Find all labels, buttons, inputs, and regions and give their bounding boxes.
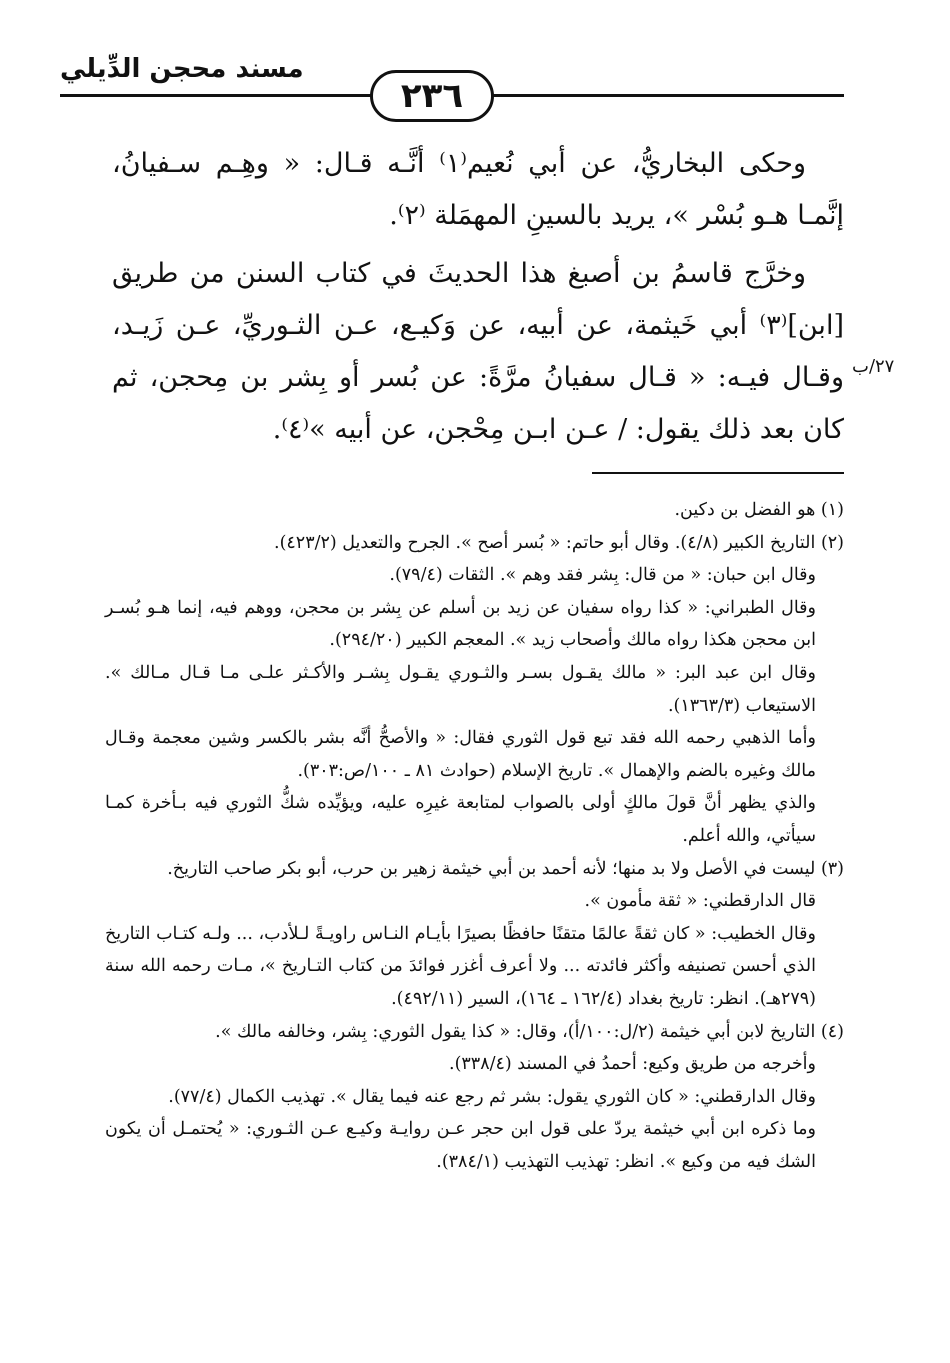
footnote-continuation: وقال الطبراني: « كذا رواه سفيان عن زيد بن أسلم عن بِشر بن محجن، ووهم فيه، إنما هـو بُسـر ابن محجن هكذا رواه مالك وأصحاب زيد ». المعجم الكبير (٢٩٤/٢٠). bbox=[105, 597, 816, 651]
footnote-continuation: قال الدارقطني: « ثقة مأمون ». bbox=[584, 891, 816, 912]
footnote-continuation: وأخرجه من طريق وكيع: أحمدُ في المسند (٣٣٨/٤). bbox=[449, 1054, 816, 1075]
footnote: (٤) التاريخ لابن أبي خيثمة (٢/ل:١٠٠/أ)، وقال: « كذا يقول الثوري: بِشر، وخالفه مالك ». bbox=[215, 1021, 844, 1042]
page-header bbox=[60, 52, 844, 116]
footnotes bbox=[105, 494, 844, 1178]
book-title: مسند محجن الدِّيلي bbox=[60, 54, 310, 84]
page-number: ٢٣٦ bbox=[370, 70, 494, 122]
margin-folio-note: ٢٧/ب bbox=[852, 356, 895, 377]
footnote: (١) هو الفضل بن دكين. bbox=[674, 500, 844, 520]
footnote: (٣) ليست في الأصل ولا بد منها؛ لأنه أحمد بن أبي خيثمة زهير بن حرب، أبو بكر صاحب التاريخ. bbox=[167, 858, 844, 879]
footnote-continuation: وما ذكره ابن أبي خيثمة يردّ على قول ابن حجر عـن روايـة وكيـع عـن الثـوري: « يُحتمـل أن يكون الشك فيه من وكيع ». انظر: تهذيب التهذيب (٣٨٤/١). bbox=[105, 1119, 816, 1172]
footnote-continuation: وقال ابن حبان: « من قال: بِشر فقد وهم ». الثقات (٧٩/٤). bbox=[389, 565, 816, 586]
main-paragraph: وحكى البخاريُّ، عن أبي نُعيم⁽١⁾ أنَّـه قـال: « وهِـم سـفيانُ، إنَّمـا هـو بُسْر »، يريد بالسينِ المهمَلة ⁽٢⁾. bbox=[112, 148, 844, 231]
footnote-separator bbox=[592, 472, 844, 474]
footnote-continuation: وأما الذهبي رحمه الله فقد تبع قول الثوري فقال: « والأصحُّ أنَّه بشر بالكسر وشين معجمة وقـال مالك وغيره بالضم والإهمال ». تاريخ الإسلام (حوادث ٨١ ـ ١٠٠/ص:٣٠٣). bbox=[105, 728, 816, 781]
main-text bbox=[112, 138, 844, 462]
footnote-continuation: وقال الخطيب: « كان ثقةً عالمًا متقنًا حافظًا بصيرًا بأيـام النـاس راويـةً لـلأدب، ... ولـه كتـاب التاريخ الذي أحسن تصنيفه وأكثر فائدته ... ولا أعرف أغزر فوائدَ من كتاب التـاريخ »، مـات رحمه الله سنة (٢٧٩هـ). انظر: تاريخ بغداد (١٦٢/٤ ـ ١٦٤)، السير (٤٩٢/١١). bbox=[105, 923, 816, 1009]
footnote-continuation: وقال الدارقطني: « كان الثوري يقول: بشر ثم رجع عنه فيما يقال ». تهذيب الكمال (٧٧/٤). bbox=[168, 1086, 816, 1107]
footnote-continuation: والذي يظهر أنَّ قولَ مالكٍ أولى بالصواب لمتابعة غيرِه عليه، ويؤيِّده شكُّ الثوري فيه بـأخرة كمـا سيأتي، والله أعلم. bbox=[105, 793, 816, 846]
main-paragraph: وخرَّج قاسمُ بن أصبغ هذا الحديثَ في كتاب السنن من طريق [ابن]⁽٣⁾ أبي خَيثمة، عن أبيه، عن وَكيـع، عـن الثـوريِّ، عـن زَيـد، وقـال فيـه: « قـال سفيانُ مرَّةً: عن بُسر أو بِشر بن مِحجن، ثم كان بعد ذلك يقول: / عـن ابـن مِحْجن، عن أبيه »⁽٤⁾. bbox=[112, 258, 844, 445]
footnote-continuation: وقال ابن عبد البر: « مالك يقـول بسـر والثـوري يقـول بِشـر والأكـثر علـى مـا قـال مـالك ». الاستيعاب (١٣٦٣/٣). bbox=[105, 662, 816, 716]
footnote: (٢) التاريخ الكبير (٤/٨). وقال أبو حاتم: « بُسر أصح ». الجرح والتعديل (٤٢٣/٢). bbox=[274, 532, 844, 553]
